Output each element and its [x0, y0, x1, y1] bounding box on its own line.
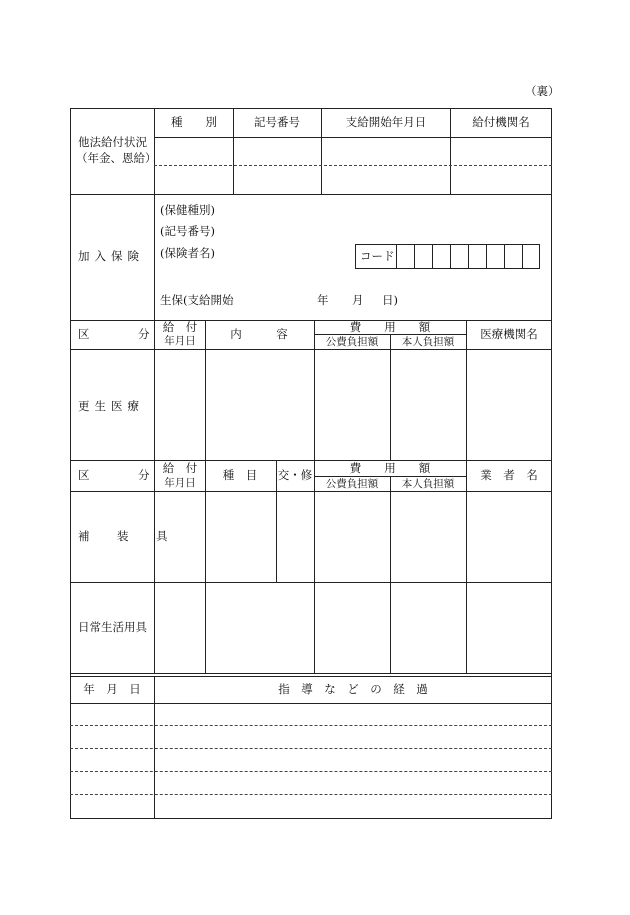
guidance-date-header: 年 月 日 — [83, 682, 141, 696]
insurer-code-digit-cell[interactable] — [450, 245, 469, 268]
header-type: 種 別 — [171, 115, 217, 129]
other-benefits-subtitle: （年金、恩給） — [76, 151, 157, 165]
insurer-code-digit-cell[interactable] — [432, 245, 451, 268]
insurance-title: 加入保険 — [78, 249, 144, 263]
rehab-institution-header: 医療機関名 — [480, 327, 538, 341]
guidance-row-1[interactable] — [71, 704, 551, 725]
guidance-progress-header: 指 導 な ど の 経 過 — [278, 682, 428, 696]
livelihood-year-label: 年 — [317, 293, 329, 307]
insurer-code-digit-cell[interactable] — [414, 245, 433, 268]
device-cost-header: 費 用 額 — [349, 461, 431, 475]
prosthetic-entry-area[interactable] — [155, 492, 551, 581]
livelihood-start-label: 生保(支給開始 — [160, 293, 234, 307]
header-code-number: 記号番号 — [254, 115, 300, 129]
device-item-header: 種 目 — [222, 468, 258, 482]
other-benefit-row-1[interactable] — [155, 138, 551, 164]
guidance-row-2[interactable] — [71, 726, 551, 748]
side-label: （裏） — [525, 84, 560, 98]
device-benefit-label: 給 付 — [162, 461, 198, 475]
other-benefits-title: 他法給付状況 — [78, 135, 147, 149]
insurer-code-box[interactable] — [355, 244, 540, 269]
rehab-public-cost-header: 公費負担額 — [325, 336, 379, 348]
insurance-type-label: (保健種別) — [160, 203, 215, 217]
daily-living-entry-area[interactable] — [155, 583, 551, 672]
livelihood-month-label: 月 — [352, 293, 364, 307]
insurer-code-digit-cell[interactable] — [396, 245, 415, 268]
rehab-medical-entry-area[interactable] — [155, 350, 551, 459]
insurance-code-number-label: (記号番号) — [160, 224, 215, 238]
livelihood-day-label: 日) — [382, 293, 398, 307]
insurer-code-digit-cell[interactable] — [522, 245, 541, 268]
rehab-self-cost-header: 本人負担額 — [401, 336, 455, 348]
rehab-division-end-label: 分 — [138, 327, 150, 341]
rehab-medical-row-label: 更生医療 — [78, 399, 144, 413]
header-agency: 給付機関名 — [472, 115, 530, 129]
device-vendor-header: 業 者 名 — [480, 468, 538, 482]
rehab-benefit-label: 給 付 — [162, 320, 198, 334]
rehab-content-header: 内 容 — [230, 327, 288, 341]
insurer-code-label: コード — [360, 249, 395, 263]
insurer-code-digit-cell[interactable] — [486, 245, 505, 268]
daily-living-row-label: 日常生活用具 — [78, 620, 147, 634]
insurer-name-label: (保険者名) — [160, 246, 215, 260]
guidance-row-4[interactable] — [71, 772, 551, 794]
header-start-date: 支給開始年月日 — [345, 115, 427, 129]
guidance-row-5[interactable] — [71, 795, 551, 818]
rehab-benefit-date-label: 年月日 — [164, 335, 196, 347]
device-public-cost-header: 公費負担額 — [325, 478, 379, 490]
device-exchange-repair-header: 交・修 — [277, 468, 313, 482]
insurer-code-digit-cell[interactable] — [504, 245, 523, 268]
insurer-code-digit-cell[interactable] — [468, 245, 487, 268]
device-division-end-label: 分 — [138, 468, 150, 482]
other-benefit-row-2[interactable] — [155, 166, 551, 193]
device-benefit-date-label: 年月日 — [164, 477, 196, 489]
device-division-label: 区 — [78, 468, 90, 482]
rehab-cost-header: 費 用 額 — [349, 320, 431, 334]
prosthetic-row-label: 補 装 具 — [78, 529, 176, 543]
device-self-cost-header: 本人負担額 — [401, 478, 455, 490]
guidance-row-3[interactable] — [71, 749, 551, 771]
rehab-division-label: 区 — [78, 327, 90, 341]
